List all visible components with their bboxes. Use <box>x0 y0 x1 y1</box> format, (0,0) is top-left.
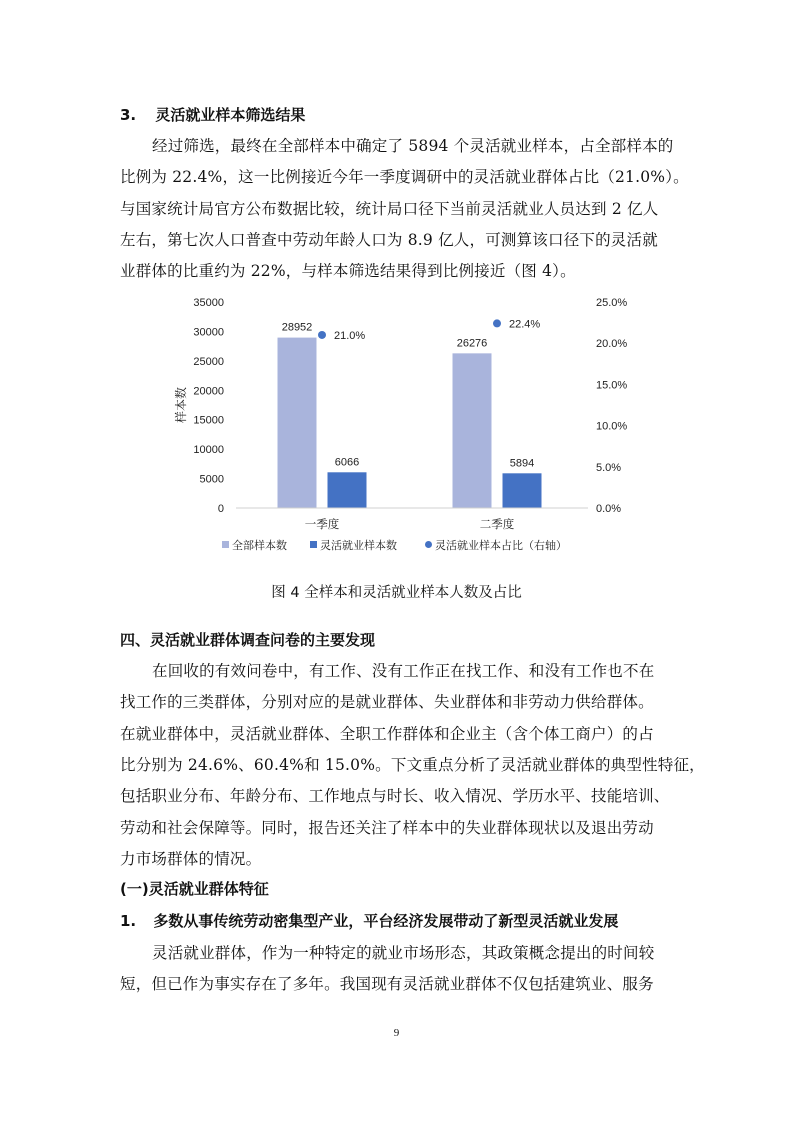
figure-caption: 图 4 全样本和灵活就业样本人数及占比 <box>271 585 522 601</box>
paragraph-line: 左右，第七次人口普查中劳动年龄人口为 8.9 亿人，可测算该口径下的灵活就 <box>120 231 658 249</box>
y2-tick-label: 10.0% <box>596 420 628 433</box>
bar <box>503 473 542 508</box>
legend-label: 全部样本数 <box>232 540 287 552</box>
y-tick-label: 5000 <box>199 473 224 486</box>
y2-tick-label: 5.0% <box>596 461 622 474</box>
paragraph-line: 短，但已作为事实存在了多年。我国现有灵活就业群体不仅包括建筑业、服务 <box>120 975 654 993</box>
y2-tick-label: 15.0% <box>596 379 628 392</box>
data-point <box>493 319 501 327</box>
paragraph-line: 灵活就业群体，作为一种特定的就业市场形态，其政策概念提出的时间较 <box>152 944 655 962</box>
y-tick-label: 30000 <box>193 326 224 339</box>
paragraph-line: 比分别为 24.6%、60.4%和 15.0%。下文重点分析了灵活就业群体的典型性特征， <box>120 756 705 774</box>
paragraph-line: 业群体的比重约为 22%，与样本筛选结果得到比例接近（图 4）。 <box>120 262 576 280</box>
page-number: 9 <box>393 1027 400 1039</box>
y2-tick-label: 25.0% <box>596 297 628 309</box>
y-axis-label: 样本数 <box>174 386 188 424</box>
y-tick-label: 10000 <box>193 444 224 457</box>
subsection-heading: (一)灵活就业群体特征 <box>120 880 269 898</box>
y2-tick-label: 20.0% <box>596 338 628 351</box>
legend-label: 灵活就业样本数 <box>320 540 397 552</box>
data-label: 26276 <box>456 337 488 350</box>
point-title: 多数从事传统劳动密集型产业，平台经济发展带动了新型灵活就业发展 <box>153 912 619 930</box>
y-tick-label: 20000 <box>193 385 224 398</box>
data-point <box>318 331 326 339</box>
paragraph-line: 在回收的有效问卷中，有工作、没有工作正在找工作、和没有工作也不在 <box>152 662 655 680</box>
legend-label: 灵活就业样本占比（右轴） <box>435 540 567 552</box>
section-number: 3. <box>120 106 137 124</box>
point-1-heading <box>120 910 618 931</box>
data-label: 28952 <box>281 321 313 334</box>
bar <box>278 338 317 508</box>
legend-marker <box>222 541 229 548</box>
bar <box>328 472 367 508</box>
y-tick-label: 35000 <box>193 297 224 309</box>
bar <box>453 353 492 508</box>
y-tick-label: 25000 <box>193 355 224 368</box>
paragraph-line: 比例为 22.4%，这一比例接近今年一季度调研中的灵活就业群体占比（21.0%）。 <box>120 168 689 186</box>
legend-marker <box>310 541 317 548</box>
data-label: 21.0% <box>334 329 366 342</box>
y-tick-label: 15000 <box>193 414 224 427</box>
data-label: 5894 <box>509 457 535 470</box>
paragraph-line: 找工作的三类群体，分别对应的是就业群体、失业群体和非劳动力供给群体。 <box>120 693 654 711</box>
y2-tick-label: 0.0% <box>596 503 622 515</box>
section-title: 灵活就业样本筛选结果 <box>155 106 306 124</box>
paragraph-line: 包括职业分布、年龄分布、工作地点与时长、收入情况、学历水平、技能培训、 <box>120 787 670 805</box>
paragraph-line: 力市场群体的情况。 <box>120 850 262 868</box>
paragraph-line: 经过筛选，最终在全部样本中确定了 5894 个灵活就业样本，占全部样本的 <box>152 137 674 155</box>
section-4-heading: 四、灵活就业群体调查问卷的主要发现 <box>120 631 376 649</box>
paragraph-line: 在就业群体中，灵活就业群体、全职工作群体和企业主（含个体工商户）的占 <box>120 725 654 743</box>
x-tick-label: 二季度 <box>479 519 515 531</box>
paragraph-line: 与国家统计局官方公布数据比较，统计局口径下当前灵活就业人员达到 2 亿人 <box>120 200 659 218</box>
data-label: 6066 <box>334 456 360 469</box>
x-tick-label: 一季度 <box>304 519 340 531</box>
data-label: 22.4% <box>509 318 541 331</box>
y-tick-label: 0 <box>217 503 224 515</box>
paragraph-line: 劳动和社会保障等。同时，报告还关注了样本中的失业群体现状以及退出劳动 <box>120 819 654 837</box>
legend-marker <box>425 541 432 548</box>
point-number: 1. <box>120 912 137 930</box>
